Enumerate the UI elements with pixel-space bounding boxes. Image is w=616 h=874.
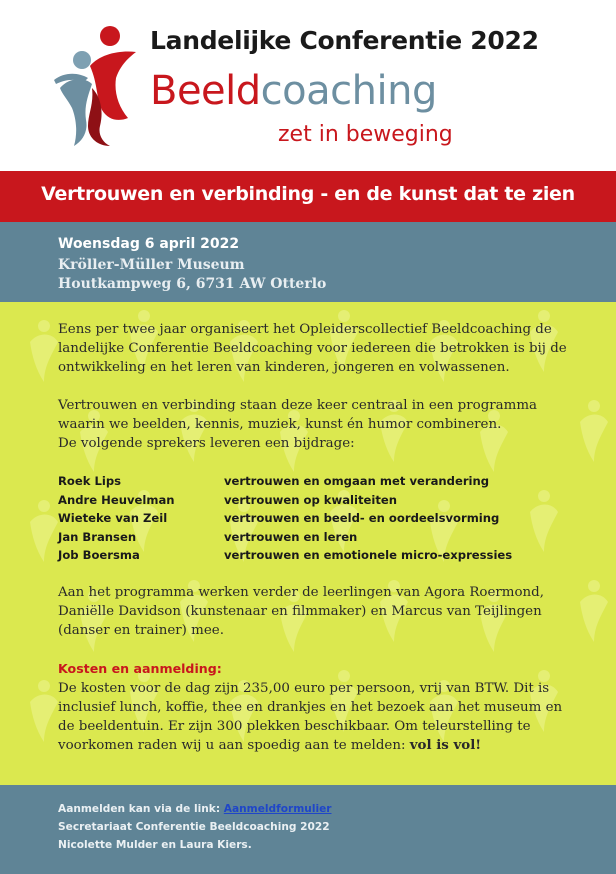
costs-paragraph: [58, 659, 578, 755]
main-content: [0, 302, 616, 785]
speaker-name: Andre Heuvelman: [58, 492, 175, 507]
speaker-name: Wieteke van Zeil: [58, 511, 168, 525]
costs-emphasis: vol is vol!: [409, 736, 482, 753]
speaker-topic: vertrouwen en omgaan met verandering: [224, 474, 490, 488]
speaker-topic: vertrouwen en emotionele micro-expressies: [224, 548, 513, 562]
speaker-list: [58, 472, 578, 565]
footer: [0, 785, 616, 874]
speaker-name: Roek Lips: [58, 474, 122, 488]
tagline: zet in beweging: [278, 122, 453, 147]
register-line: [58, 803, 332, 815]
program-paragraph: [58, 396, 578, 453]
register-form-link[interactable]: Aanmeldformulier: [223, 803, 332, 815]
speaker-row: [58, 509, 578, 528]
register-prefix: Aanmelden kan via de link:: [58, 803, 221, 815]
event-info: [0, 222, 616, 302]
speaker-name: Jan Bransen: [58, 529, 137, 544]
theme-banner: [0, 171, 616, 222]
speaker-topic: vertrouwen en leren: [224, 529, 358, 544]
costs-heading: Kosten en aanmelding:: [58, 660, 222, 676]
contributors-paragraph: Aan het programma werken verder de leerlingen van Agora Roermond, Daniëlle Davidson (kunstenaar en filmmaker) en Marcus van Teijlingen (danser en trainer) mee.: [58, 584, 545, 638]
brand-part-beeld: Beeld: [150, 68, 261, 114]
header: [0, 0, 616, 171]
speaker-name: Job Boersma: [58, 548, 140, 562]
speaker-topic: vertrouwen op kwaliteiten: [224, 492, 398, 507]
speaker-row: [58, 472, 578, 491]
brand-part-coaching: coaching: [260, 68, 437, 114]
theme-banner-text: Vertrouwen en verbinding - en de kunst dat te zien: [41, 183, 575, 205]
contacts: Nicolette Mulder en Laura Kiers.: [58, 839, 252, 851]
program-line-2: De volgende sprekers leveren een bijdrage:: [58, 436, 355, 451]
speaker-row: [58, 491, 578, 510]
intro-paragraph: Eens per twee jaar organiseert het Opleiderscollectief Beeldcoaching de landelijke Conferentie Beeldcoaching voor iedereen die betrokken is bij de ontwikkeling en het leren van kinderen, jongeren en volwassenen.: [58, 322, 567, 375]
speaker-topic: vertrouwen en beeld- en oordeelsvorming: [224, 511, 500, 525]
brand-wordmark: [150, 68, 437, 114]
program-line-1: Vertrouwen en verbinding staan deze keer centraal in een programma waarin we beelden, kennis, muziek, kunst én humor combineren.: [58, 398, 538, 432]
conference-title: Landelijke Conferentie 2022: [150, 26, 539, 55]
speaker-row: [58, 546, 578, 565]
event-date: Woensdag 6 april 2022: [58, 236, 240, 252]
event-venue: Kröller-Müller Museum: [58, 257, 245, 273]
speaker-row: [58, 528, 578, 547]
body-text: [58, 320, 578, 755]
secretariat: Secretariaat Conferentie Beeldcoaching 2022: [58, 821, 330, 833]
event-address: Houtkampweg 6, 6731 AW Otterlo: [58, 276, 327, 292]
costs-text: De kosten voor de dag zijn 235,00 euro per persoon, vrij van BTW. Dit is inclusief lunch, koffie, thee en drankjes en het bezoek aan het museum en de beeldentuin. Er zijn 300 plekken beschikbaar. Om teleurstelling te voorkomen raden wij u aan spoedig aan te melden:: [58, 680, 563, 753]
beeldcoaching-logo-icon: [48, 22, 148, 150]
